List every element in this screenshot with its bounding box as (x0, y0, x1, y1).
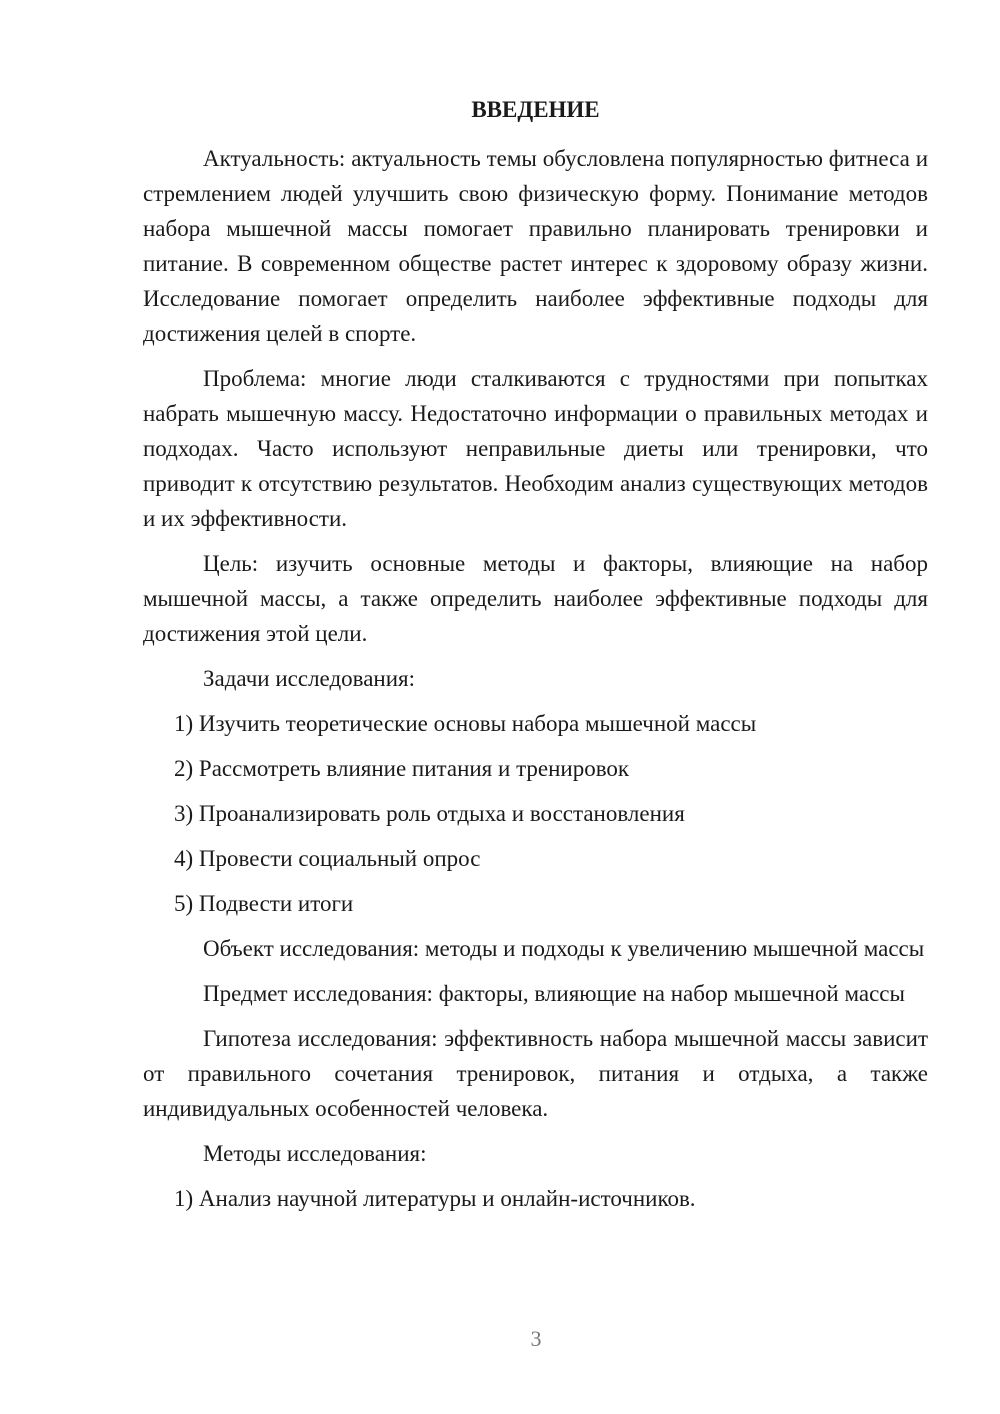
list-item: 2) Рассмотреть влияние питания и тренировок (174, 756, 630, 781)
list-item: 4) Провести социальный опрос (174, 846, 481, 871)
goal-paragraph: Цель: изучить основные методы и факторы, влияющие на набор мышечной массы, а также определить наиболее эффективные подходы для достижения этой цели. (143, 551, 928, 646)
subject-paragraph: Предмет исследования: факторы, влияющие на набор мышечной массы (203, 981, 905, 1006)
problem-paragraph: Проблема: многие люди сталкиваются с трудностями при попытках набрать мышечную массу. Недостаточно информации о правильных методах и подходах. Часто используют неправильные диеты или тренировки, что приводит к отсутствию результатов. Необходим анализ существующих методов и их эффективности. (143, 366, 928, 531)
relevance-paragraph: Актуальность: актуальность темы обусловлена популярностью фитнеса и стремлением людей улучшить свою физическую форму. Понимание методов набора мышечной массы помогает правильно планировать тренировки и питание. В современном обществе растет интерес к здоровому образу жизни. Исследование помогает определить наиболее эффективные подходы для достижения целей в спорте. (143, 146, 928, 346)
list-item: 3) Проанализировать роль отдыха и восстановления (174, 801, 685, 826)
page-number: 3 (530, 1326, 542, 1351)
tasks-title: Задачи исследования: (203, 666, 416, 691)
list-item: 5) Подвести итоги (174, 891, 354, 916)
methods-list (143, 1181, 928, 1216)
object-paragraph: Объект исследования: методы и подходы к увеличению мышечной массы (203, 936, 925, 961)
list-item: 1) Изучить теоретические основы набора мышечной массы (174, 711, 757, 736)
tasks-list (143, 706, 928, 921)
methods-title: Методы исследования: (203, 1141, 427, 1166)
section-heading: ВВЕДЕНИЕ (471, 97, 600, 122)
list-item: 1) Анализ научной литературы и онлайн-источников. (174, 1186, 696, 1211)
hypothesis-paragraph: Гипотеза исследования: эффективность набора мышечной массы зависит от правильного сочетания тренировок, питания и отдыха, а также индивидуальных особенностей человека. (143, 1026, 928, 1121)
page-content (143, 92, 928, 1226)
